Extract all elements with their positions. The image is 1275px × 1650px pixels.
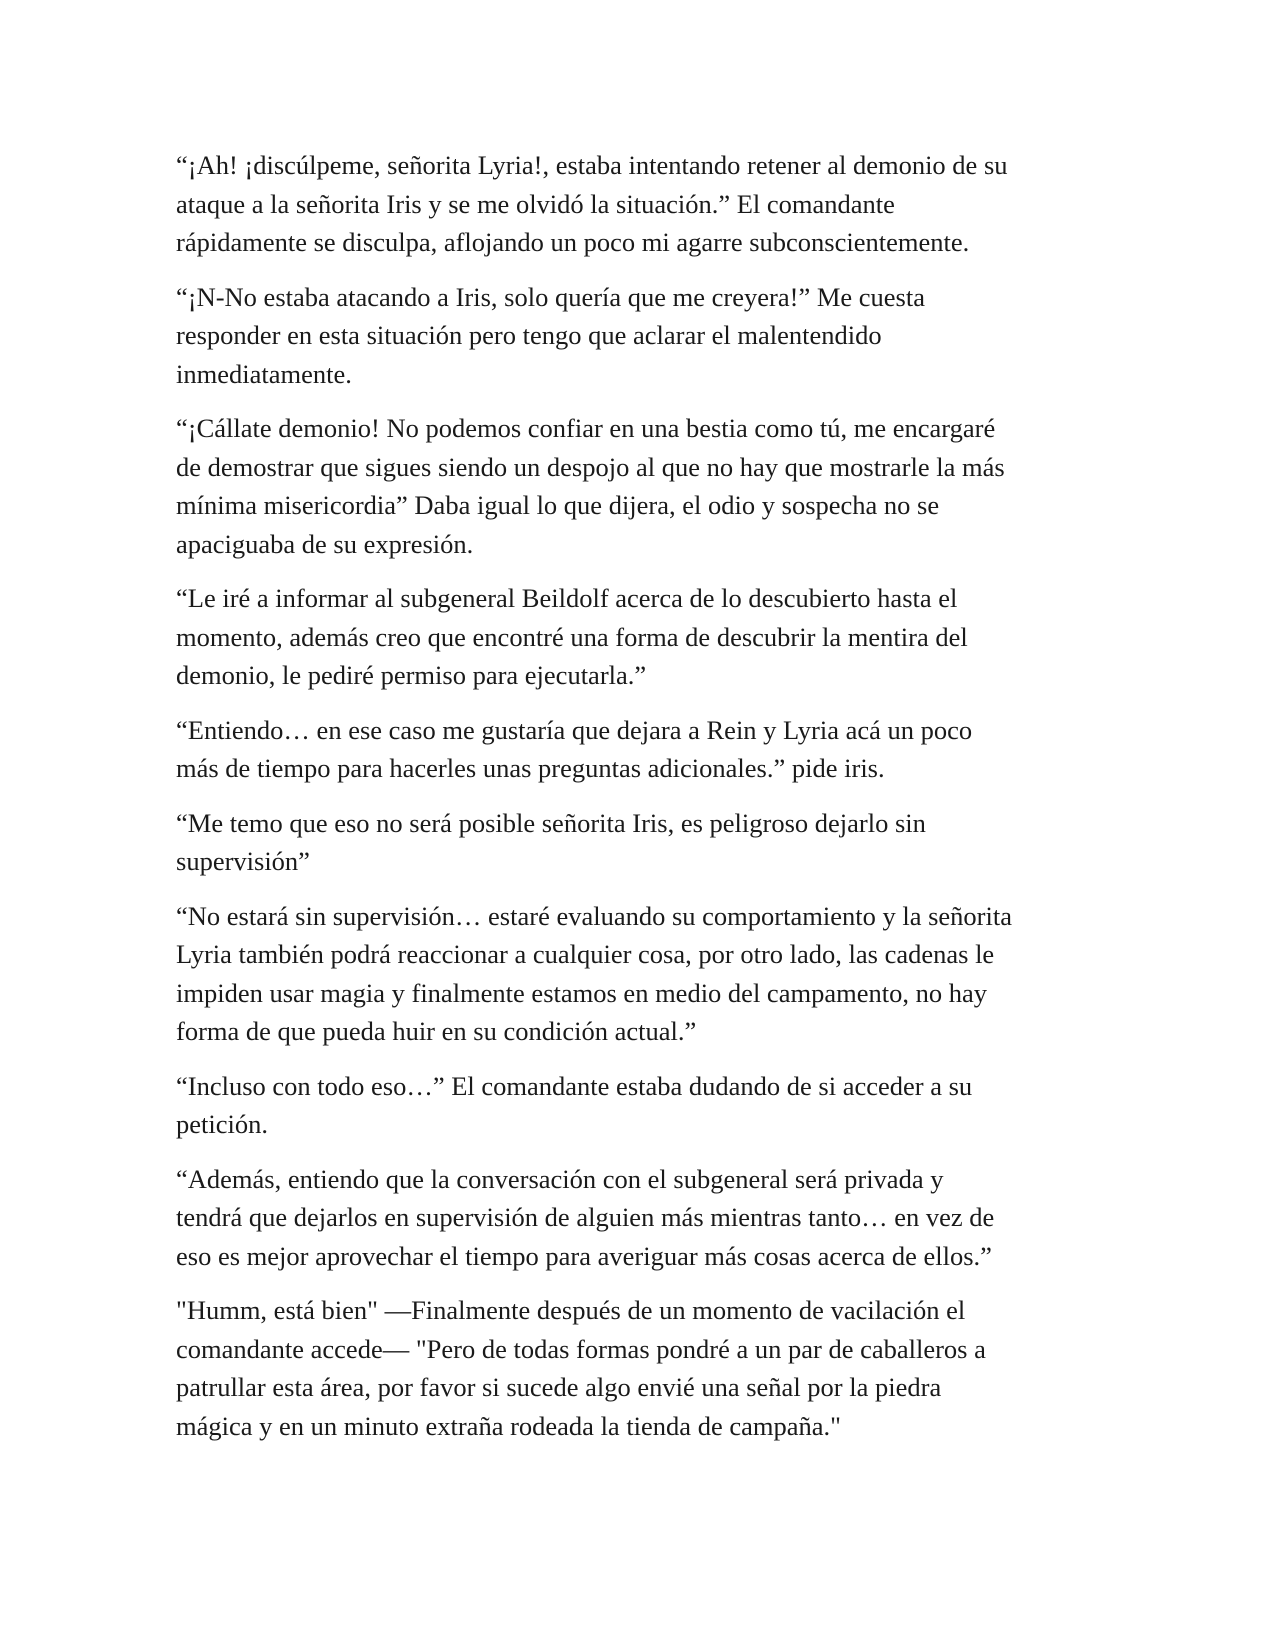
document-page xyxy=(176,146,1106,1461)
paragraph-5: “Entiendo… en ese caso me gustaría que dejara a Rein y Lyria acá un poco más de tiempo para hacerles unas preguntas adicionales.” pide iris. xyxy=(176,714,973,783)
paragraph-9: “Además, entiendo que la conversación con el subgeneral será privada y tendrá que dejarlos en supervisión de alguien más mientras tanto… en vez de eso es mejor aprovechar el tiempo para averiguar más cosas acerca de ellos.” xyxy=(176,1163,995,1271)
paragraph-2: “¡N-No estaba atacando a Iris, solo quería que me creyera!” Me cuesta responder en esta situación pero tengo que aclarar el malentendido inmediatamente. xyxy=(176,281,925,389)
paragraph-6: “Me temo que eso no será posible señorita Iris, es peligroso dejarlo sin supervisión” xyxy=(176,807,926,876)
paragraph-3: “¡Cállate demonio! No podemos confiar en una bestia como tú, me encargaré de demostrar que sigues siendo un despojo al que no hay que mostrarle la más mínima misericordia” Daba igual lo que dijera, el odio y sospecha no se apaciguaba de su expresión. xyxy=(176,413,1005,559)
paragraph-10: "Humm, está bien" —Finalmente después de un momento de vacilación el comandante accede— "Pero de todas formas pondré a un par de caballeros a patrullar esta área, por favor si sucede algo envié una señal por la piedra mágica y en un minuto extraña rodeada la tienda de campaña." xyxy=(176,1295,986,1441)
paragraph-4: “Le iré a informar al subgeneral Beildolf acerca de lo descubierto hasta el momento, además creo que encontré una forma de descubrir la mentira del demonio, le pediré permiso para ejecutarla.” xyxy=(176,583,968,690)
paragraph-1: “¡Ah! ¡discúlpeme, señorita Lyria!, estaba intentando retener al demonio de su ataque a la señorita Iris y se me olvidó la situación.” El comandante rápidamente se disculpa, aflojando un poco mi agarre subconscientemente. xyxy=(176,150,1008,257)
paragraph-8: “Incluso con todo eso…” El comandante estaba dudando de si acceder a su petición. xyxy=(176,1070,973,1139)
paragraph-7: “No estará sin supervisión… estaré evaluando su comportamiento y la señorita Lyria también podrá reaccionar a cualquier cosa, por otro lado, las cadenas le impiden usar magia y finalmente estamos en medio del campamento, no hay forma de que pueda huir en su condición actual.” xyxy=(176,900,1012,1046)
